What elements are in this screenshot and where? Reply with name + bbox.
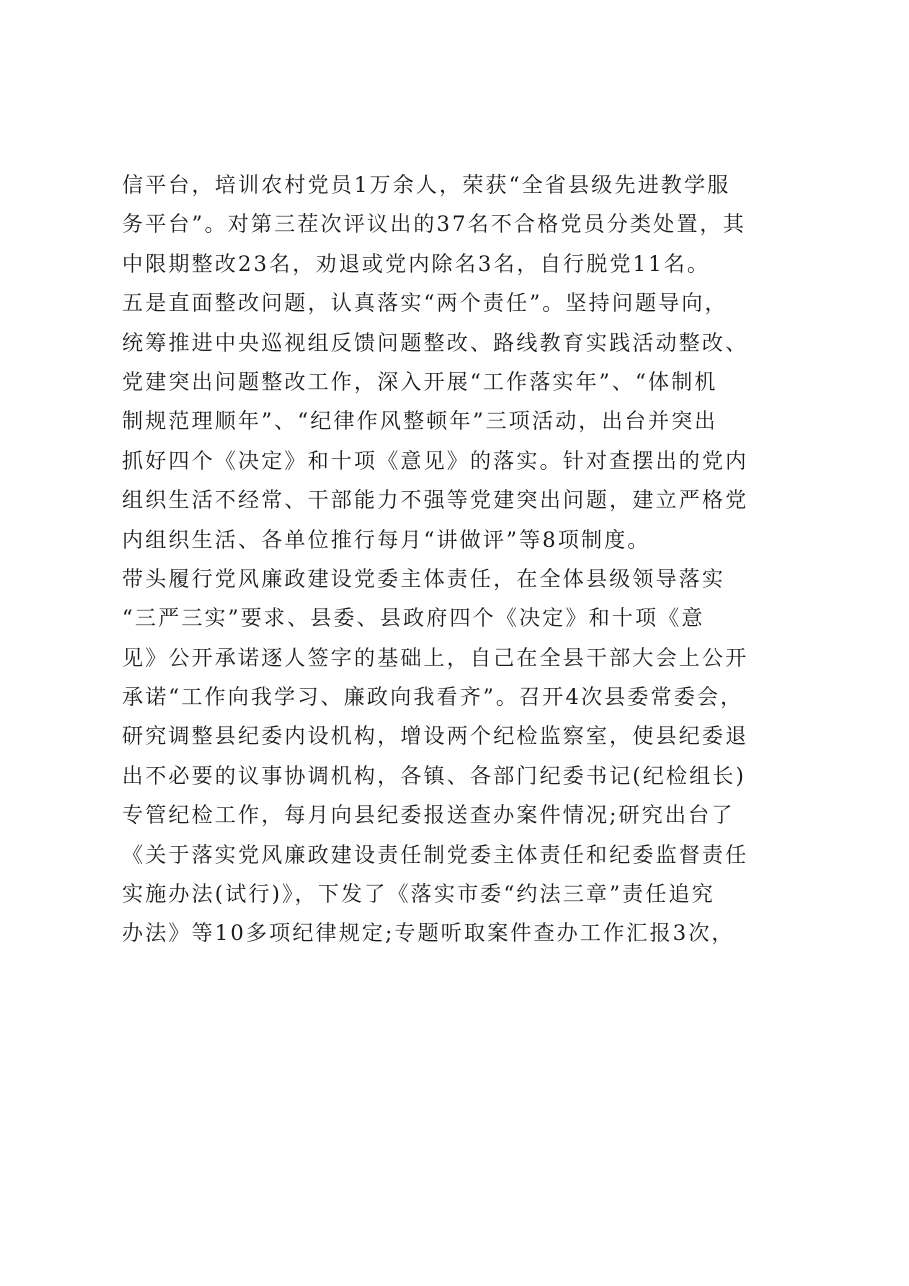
text-line: 专管纪检工作，每月向县纪委报送查办案件情况;研究出台了 [122, 803, 735, 828]
text-line: 出不必要的议事协调机构，各镇、各部门纪委书记(纪检组长) [122, 763, 746, 788]
text-line: 见》公开承诺逐人签字的基础上，自己在全县干部大会上公开 [122, 645, 749, 670]
text-line: 《关于落实党风廉政建设责任制党委主体责任和纪委监督责任 [122, 842, 749, 867]
text-line: 信平台，培训农村党员1万余人，荣获“全省县级先进教学服 [122, 173, 731, 197]
text-line: 实施办法(试行)》，下发了《落实市委“约法三章”责任追究 [122, 882, 715, 907]
text-line: 党建突出问题整改工作，深入开展“工作落实年”、“体制机 [122, 369, 718, 394]
body-text [122, 166, 822, 954]
text-line: 内组织生活、各单位推行每月“讲做评”等8项制度。 [122, 527, 651, 552]
text-line: 抓好四个《决定》和十项《意见》的落实。针对查摆出的党内 [122, 448, 749, 473]
text-line: “三严三实”要求、县委、县政府四个《决定》和十项《意 [122, 606, 705, 631]
text-line: 组织生活不经常、干部能力不强等党建突出问题，建立严格党 [122, 488, 749, 513]
text-line: 制规范理顺年”、“纪律作风整顿年”三项活动，出台并突出 [122, 409, 718, 434]
text-line: 中限期整改23名，劝退或党内除名3名，自行脱党11名。 [122, 251, 711, 276]
text-line: 承诺“工作向我学习、廉政向我看齐”。召开4次县委常委会， [122, 685, 744, 710]
text-line: 办法》等10多项纪律规定;专题听取案件查办工作汇报3次， [122, 921, 735, 946]
text-line: 统筹推进中央巡视组反馈问题整改、路线教育实践活动整改、 [122, 330, 749, 355]
text-line: 研究调整县纪委内设机构，增设两个纪检监察室，使县纪委退 [122, 724, 749, 749]
text-line: 带头履行党风廉政建设党委主体责任，在全体县级领导落实 [122, 566, 726, 591]
text-line: 务平台”。对第三茬次评议出的37名不合格党员分类处置，其 [122, 212, 747, 237]
text-line: 五是直面整改问题，认真落实“两个责任”。坚持问题导向， [122, 291, 728, 316]
